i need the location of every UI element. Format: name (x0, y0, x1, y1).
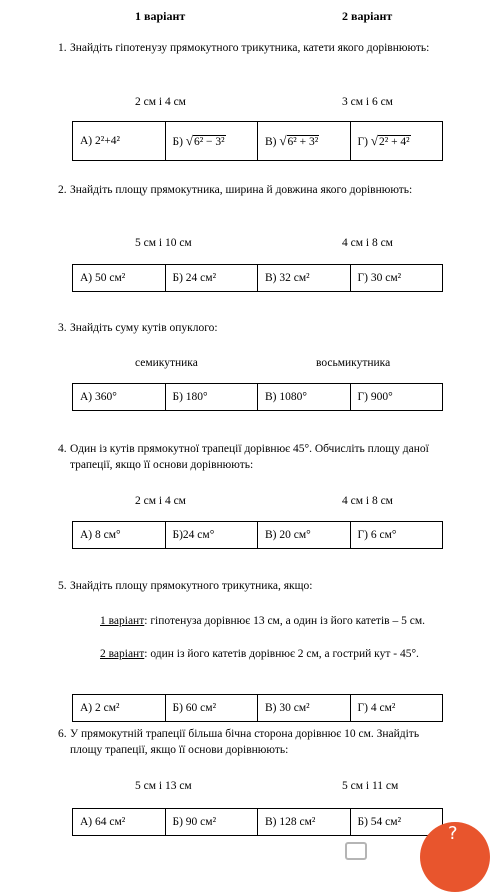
answer-option[interactable]: Б) 54 см² (350, 809, 443, 836)
answer-prefix: А) (80, 135, 93, 147)
q5-variant-1-condition (82, 613, 452, 629)
question-4 (58, 441, 448, 473)
question-text: Один із кутів прямокутної трапеції дорівнює 45°. Обчисліть площу даної трапеції, якщо її основи дорівнюють: (70, 443, 429, 471)
question-text: Знайдіть суму кутів опуклого: (70, 322, 218, 334)
help-icon: ? (448, 823, 458, 844)
answer-option[interactable] (350, 122, 443, 161)
condition-text: : один із його катетів дорівнює 2 см, а гострий кут - 45°. (144, 648, 419, 660)
question-text: Знайдіть гіпотенузу прямокутного трикутника, катети якого дорівнюють: (70, 42, 430, 54)
answer-option[interactable]: Г) 6 см° (350, 522, 443, 549)
answer-option[interactable]: Г) 30 см² (350, 265, 443, 292)
answer-option[interactable] (73, 122, 166, 161)
question-number: 1. (58, 42, 67, 54)
q2-variant-1-value: 5 см і 10 см (135, 237, 192, 249)
question-number: 3. (58, 322, 67, 334)
answer-option[interactable]: А) 2 см² (73, 695, 166, 722)
q1-answer-table (72, 121, 443, 161)
question-number: 2. (58, 184, 67, 196)
answer-prefix: В) (265, 135, 277, 148)
answer-option[interactable]: Г) 900° (350, 384, 443, 411)
q6-answer-table (72, 808, 443, 836)
question-number: 5. (58, 580, 67, 592)
answer-option[interactable]: А) 64 см² (73, 809, 166, 836)
answer-expression: 6² + 3² (287, 135, 319, 148)
q4-variant-1-value: 2 см і 4 см (135, 495, 186, 507)
answer-option[interactable]: В) 32 см² (258, 265, 351, 292)
question-number: 4. (58, 443, 67, 455)
answer-option[interactable]: А) 8 см° (73, 522, 166, 549)
question-text: Знайдіть площу прямокутного трикутника, якщо: (70, 580, 313, 592)
q5-answer-table (72, 694, 443, 722)
answer-option[interactable]: А) 50 см² (73, 265, 166, 292)
condition-text: : гіпотенуза дорівнює 13 см, а один із його катетів – 5 см. (144, 615, 425, 627)
variant-label: 2 варіант (100, 648, 145, 660)
variant-1-header: 1 варіант (135, 9, 186, 23)
question-5 (58, 578, 448, 594)
question-2 (58, 182, 448, 198)
answer-option[interactable] (258, 122, 351, 161)
q3-variant-1-value: семикутника (135, 357, 198, 369)
answer-option[interactable]: Г) 4 см² (350, 695, 443, 722)
answer-prefix: Б) (172, 135, 183, 148)
q5-variant-2-condition (82, 646, 452, 662)
q6-variant-2-value: 5 см і 11 см (342, 780, 399, 792)
question-text: У прямокутній трапеції більша бічна сторона дорівнює 10 см. Знайдіть площу трапеції, якщо її основи дорівнюють: (70, 728, 420, 756)
sqrt-icon: √ (185, 132, 193, 148)
answer-option[interactable]: В) 20 см° (258, 522, 351, 549)
q3-answer-table (72, 383, 443, 411)
answer-option[interactable]: Б) 24 см² (165, 265, 258, 292)
answer-option[interactable]: В) 1080° (258, 384, 351, 411)
answer-option[interactable]: В) 128 см² (258, 809, 351, 836)
q2-answer-table (72, 264, 443, 292)
answer-option[interactable]: Б) 90 см² (165, 809, 258, 836)
question-text: Знайдіть площу прямокутника, ширина й довжина якого дорівнюють: (70, 184, 413, 196)
answer-option[interactable]: Б) 60 см² (165, 695, 258, 722)
answer-option[interactable]: А) 360° (73, 384, 166, 411)
answer-option[interactable] (165, 122, 258, 161)
image-icon[interactable] (345, 842, 367, 860)
variant-2-header: 2 варіант (342, 9, 393, 23)
question-6 (58, 726, 448, 758)
question-3 (58, 320, 448, 336)
answer-expression: 2² + 4² (379, 135, 410, 148)
q4-variant-2-value: 4 см і 8 см (342, 495, 393, 507)
question-number: 6. (58, 728, 67, 740)
q1-variant-2-value: 3 см і 6 см (342, 96, 393, 108)
sqrt-icon: √ (279, 132, 287, 148)
q3-variant-2-value: восьмикутника (316, 357, 391, 369)
answer-option[interactable]: Б)24 см° (165, 522, 258, 549)
answer-prefix: Г) (357, 135, 368, 148)
answer-option[interactable]: Б) 180° (165, 384, 258, 411)
q6-variant-1-value: 5 см і 13 см (135, 780, 192, 792)
q4-answer-table (72, 521, 443, 549)
answer-option[interactable]: В) 30 см² (258, 695, 351, 722)
q2-variant-2-value: 4 см і 8 см (342, 237, 393, 249)
answer-expression: 2²+4² (95, 135, 120, 147)
answer-expression: 6² − 3² (193, 135, 225, 148)
variant-label: 1 варіант (100, 615, 145, 627)
q1-variant-1-value: 2 см і 4 см (135, 96, 186, 108)
question-1 (58, 40, 448, 56)
sqrt-icon: √ (370, 132, 378, 148)
